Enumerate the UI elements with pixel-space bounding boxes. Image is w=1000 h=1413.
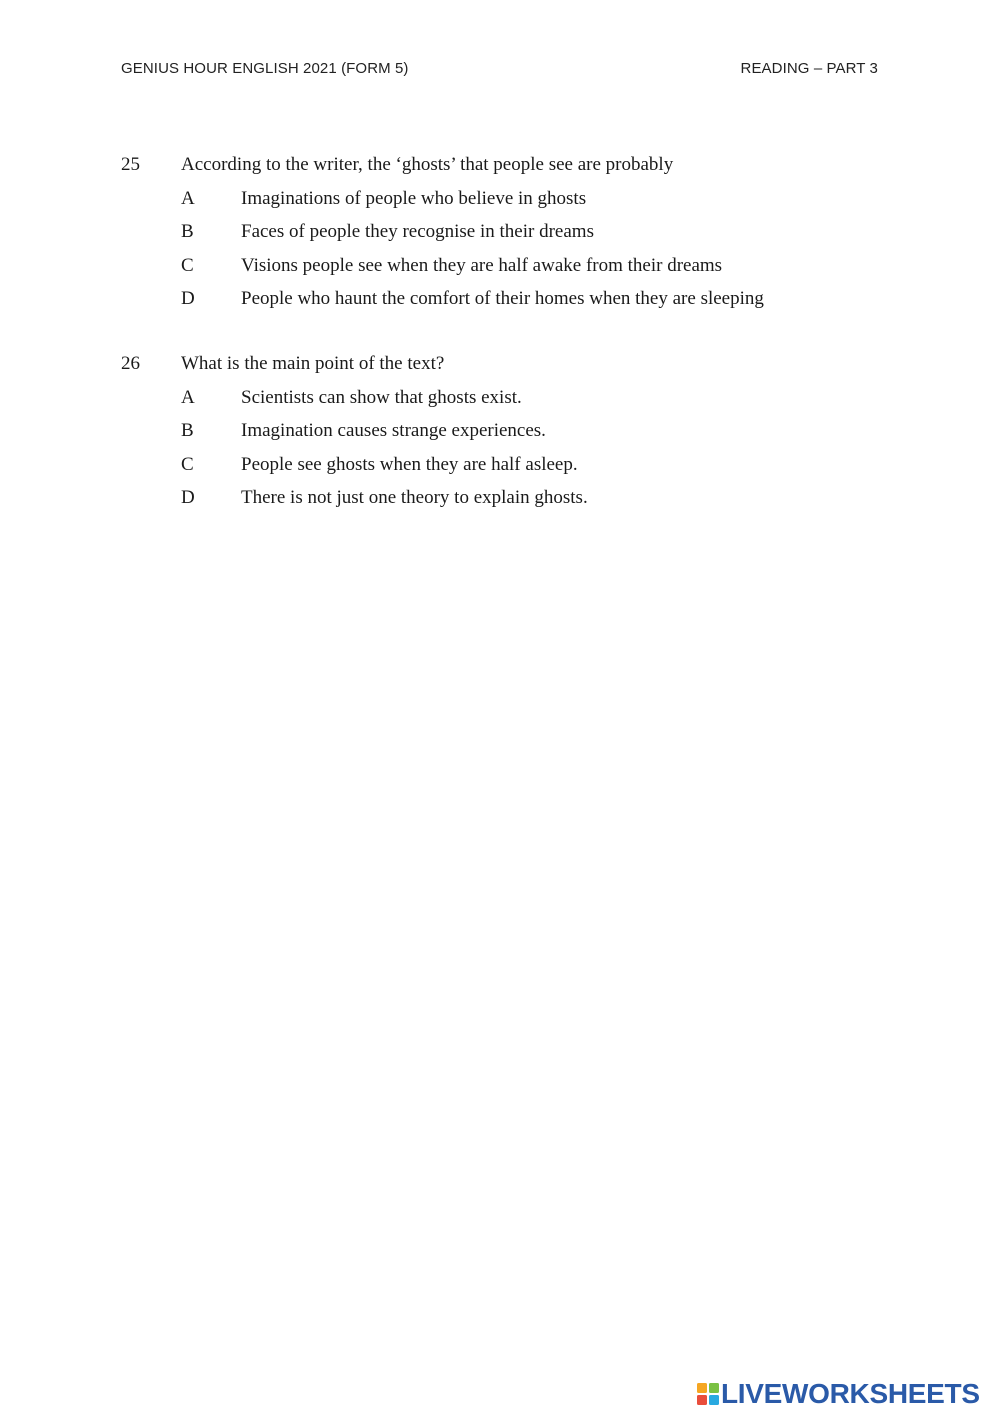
option-text: Scientists can show that ghosts exist. bbox=[241, 387, 522, 408]
option-letter: C bbox=[181, 254, 194, 276]
header-section-title: READING – PART 3 bbox=[740, 60, 878, 77]
option-letter: B bbox=[181, 420, 194, 442]
option-letter: C bbox=[181, 453, 194, 475]
liveworksheets-brand[interactable] bbox=[697, 1378, 980, 1410]
question-text: What is the main point of the text? bbox=[181, 353, 445, 374]
header-course-title: GENIUS HOUR ENGLISH 2021 (FORM 5) bbox=[121, 60, 409, 77]
question-number: 26 bbox=[121, 353, 140, 374]
option-letter: D bbox=[181, 287, 195, 309]
option-text: People see ghosts when they are half asleep. bbox=[241, 453, 578, 475]
option-text: People who haunt the comfort of their homes when they are sleeping bbox=[241, 287, 764, 309]
option-text: Imaginations of people who believe in ghosts bbox=[241, 188, 587, 209]
option-text: There is not just one theory to explain ghosts. bbox=[241, 486, 588, 508]
brand-wordmark: LIVEWORKSHEETS bbox=[721, 1378, 980, 1409]
option-letter: B bbox=[181, 221, 194, 243]
option-letter: A bbox=[181, 387, 195, 408]
question-number: 25 bbox=[121, 154, 140, 175]
option-text: Visions people see when they are half awake from their dreams bbox=[241, 254, 723, 276]
option-text: Faces of people they recognise in their dreams bbox=[241, 221, 594, 243]
option-text: Imagination causes strange experiences. bbox=[241, 420, 546, 442]
question-text: According to the writer, the ‘ghosts’ that people see are probably bbox=[181, 154, 674, 175]
option-letter: D bbox=[181, 486, 195, 508]
liveworksheets-logo-icon bbox=[697, 1383, 719, 1405]
option-letter: A bbox=[181, 188, 195, 209]
